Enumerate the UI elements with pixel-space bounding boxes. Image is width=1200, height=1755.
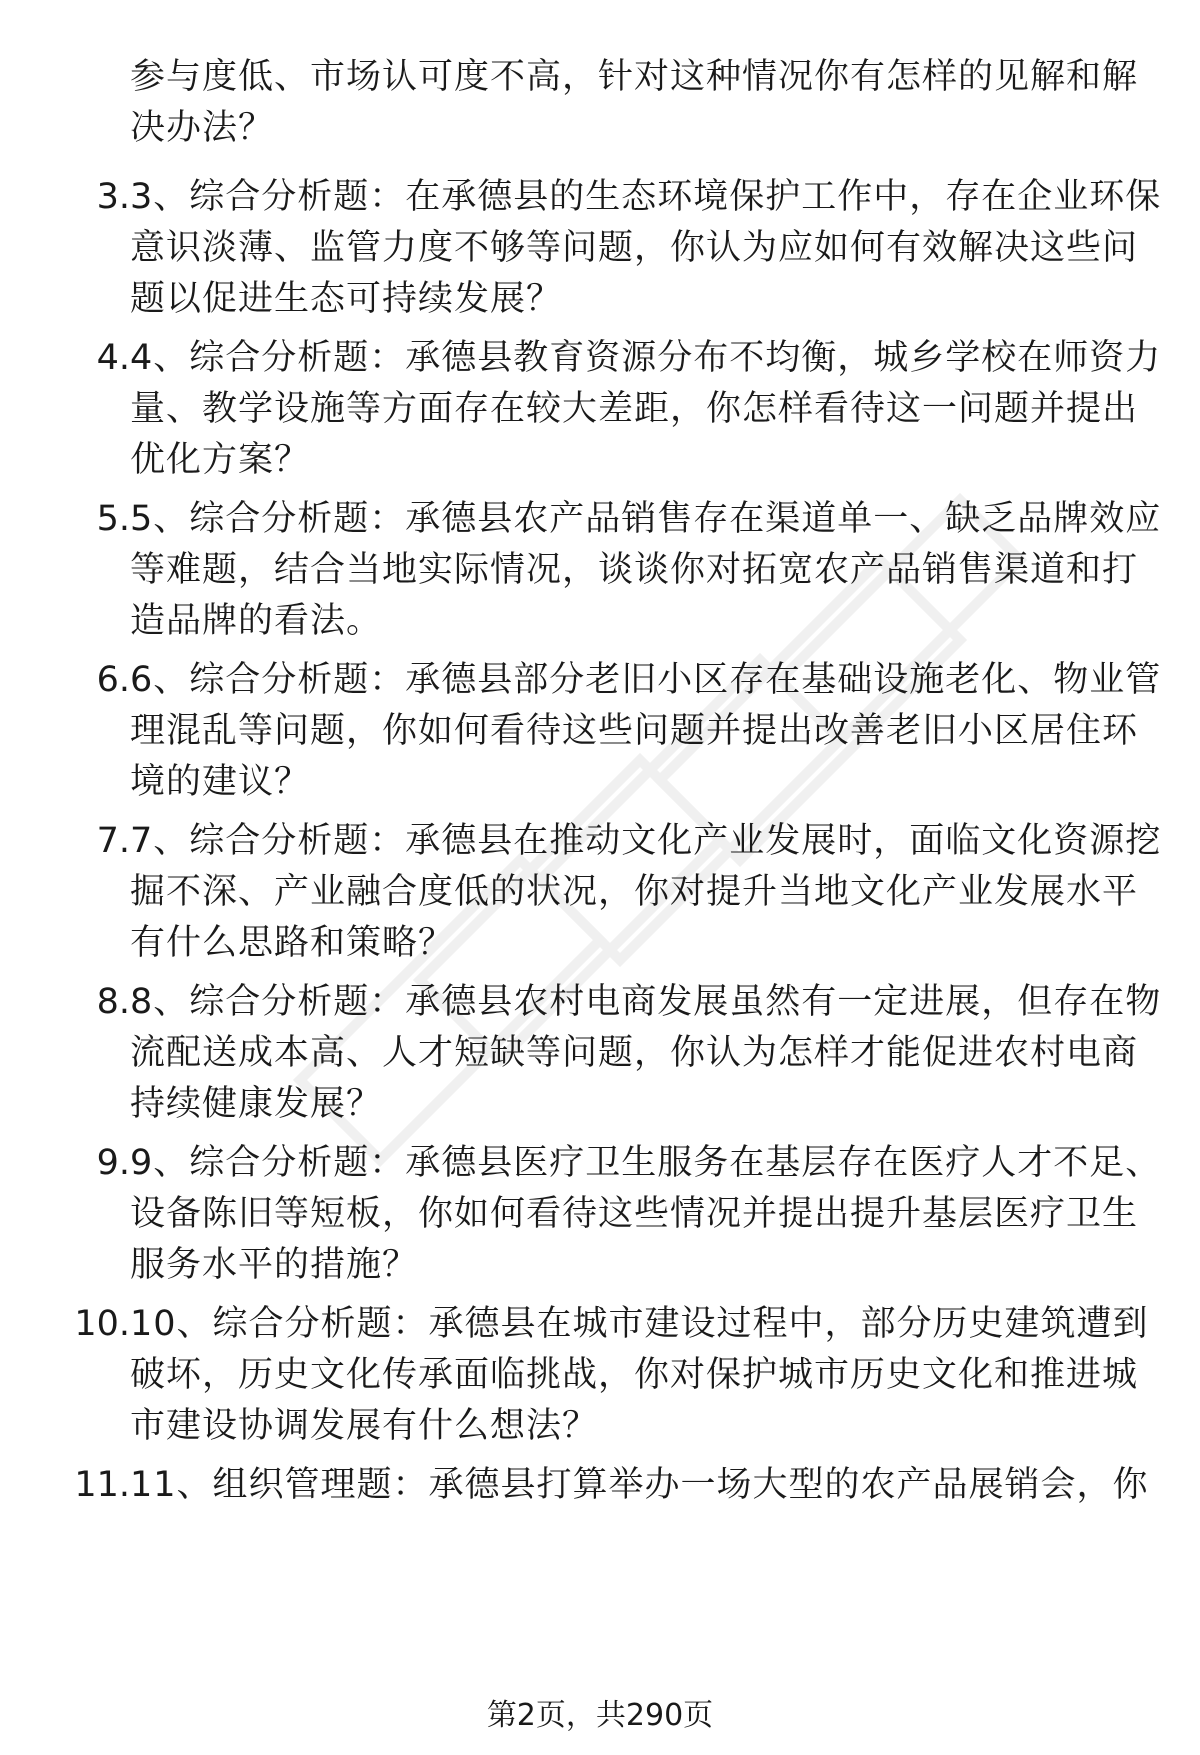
list-number: 6. [96, 660, 130, 700]
question-item [130, 1460, 1160, 1511]
question-item [130, 977, 1160, 1130]
text-line: 市建设协调发展有什么想法？ [130, 1406, 599, 1446]
text-line: 9、综合分析题：承德县医疗卫生服务在基层存在医疗人才不足、 [130, 1143, 1162, 1183]
text-line: 等难题，结合当地实际情况，谈谈你对拓宽农产品销售渠道和打 [130, 550, 1139, 590]
text-line: 决办法？ [130, 108, 275, 148]
text-line: 破坏，历史文化传承面临挑战，你对保护城市历史文化和推进城 [130, 1355, 1139, 1395]
question-item [130, 333, 1160, 486]
list-number: 3. [96, 177, 130, 217]
text-line: 5、综合分析题：承德县农产品销售存在渠道单一、缺乏品牌效应 [130, 499, 1162, 539]
text-line: 掘不深、产业融合度低的状况，你对提升当地文化产业发展水平 [130, 872, 1139, 912]
text-line: 持续健康发展？ [130, 1084, 383, 1124]
text-line: 理混乱等问题，你如何看待这些问题并提出改善老旧小区居住环 [130, 711, 1139, 751]
question-item [130, 1299, 1160, 1452]
text-line: 10、综合分析题：承德县在城市建设过程中，部分历史建筑遭到 [130, 1304, 1149, 1344]
page-footer: 第2页，共290页 [486, 1698, 714, 1733]
question-item [130, 1138, 1160, 1291]
text-line: 设备陈旧等短板，你如何看待这些情况并提出提升基层医疗卫生 [130, 1194, 1139, 1234]
list-number: 9. [96, 1143, 130, 1183]
text-line: 11、组织管理题：承德县打算举办一场大型的农产品展销会，你 [130, 1465, 1149, 1505]
text-line: 3、综合分析题：在承德县的生态环境保护工作中，存在企业环保 [130, 177, 1162, 217]
list-number: 5. [96, 499, 130, 539]
text-line: 流配送成本高、人才短缺等问题，你认为怎样才能促进农村电商 [130, 1033, 1139, 1073]
list-number: 7. [96, 821, 130, 861]
text-line: 服务水平的措施？ [130, 1245, 419, 1285]
question-item [130, 172, 1160, 325]
question-item [130, 494, 1160, 647]
text-line: 6、综合分析题：承德县部分老旧小区存在基础设施老化、物业管 [130, 660, 1162, 700]
list-number: 8. [96, 982, 130, 1022]
text-line: 意识淡薄、监管力度不够等问题，你认为应如何有效解决这些问 [130, 228, 1139, 268]
text-line: 造品牌的看法。 [130, 601, 383, 641]
text-line: 优化方案？ [130, 440, 311, 480]
text-line: 4、综合分析题：承德县教育资源分布不均衡，城乡学校在师资力 [130, 338, 1162, 378]
text-line: 8、综合分析题：承德县农村电商发展虽然有一定进展，但存在物 [130, 982, 1162, 1022]
question-item [130, 816, 1160, 969]
text-line: 量、教学设施等方面存在较大差距，你怎样看待这一问题并提出 [130, 389, 1139, 429]
question-item [130, 655, 1160, 808]
list-number: 10. [74, 1304, 130, 1344]
text-line: 题以促进生态可持续发展？ [130, 279, 563, 319]
list-number: 11. [74, 1465, 130, 1505]
list-number: 4. [96, 338, 130, 378]
text-line: 境的建议？ [130, 762, 311, 802]
continuation-paragraph [130, 52, 1160, 154]
text-line: 有什么思路和策略？ [130, 923, 455, 963]
text-line: 参与度低、市场认可度不高，针对这种情况你有怎样的见解和解 [130, 57, 1139, 97]
text-line: 7、综合分析题：承德县在推动文化产业发展时，面临文化资源挖 [130, 821, 1162, 861]
